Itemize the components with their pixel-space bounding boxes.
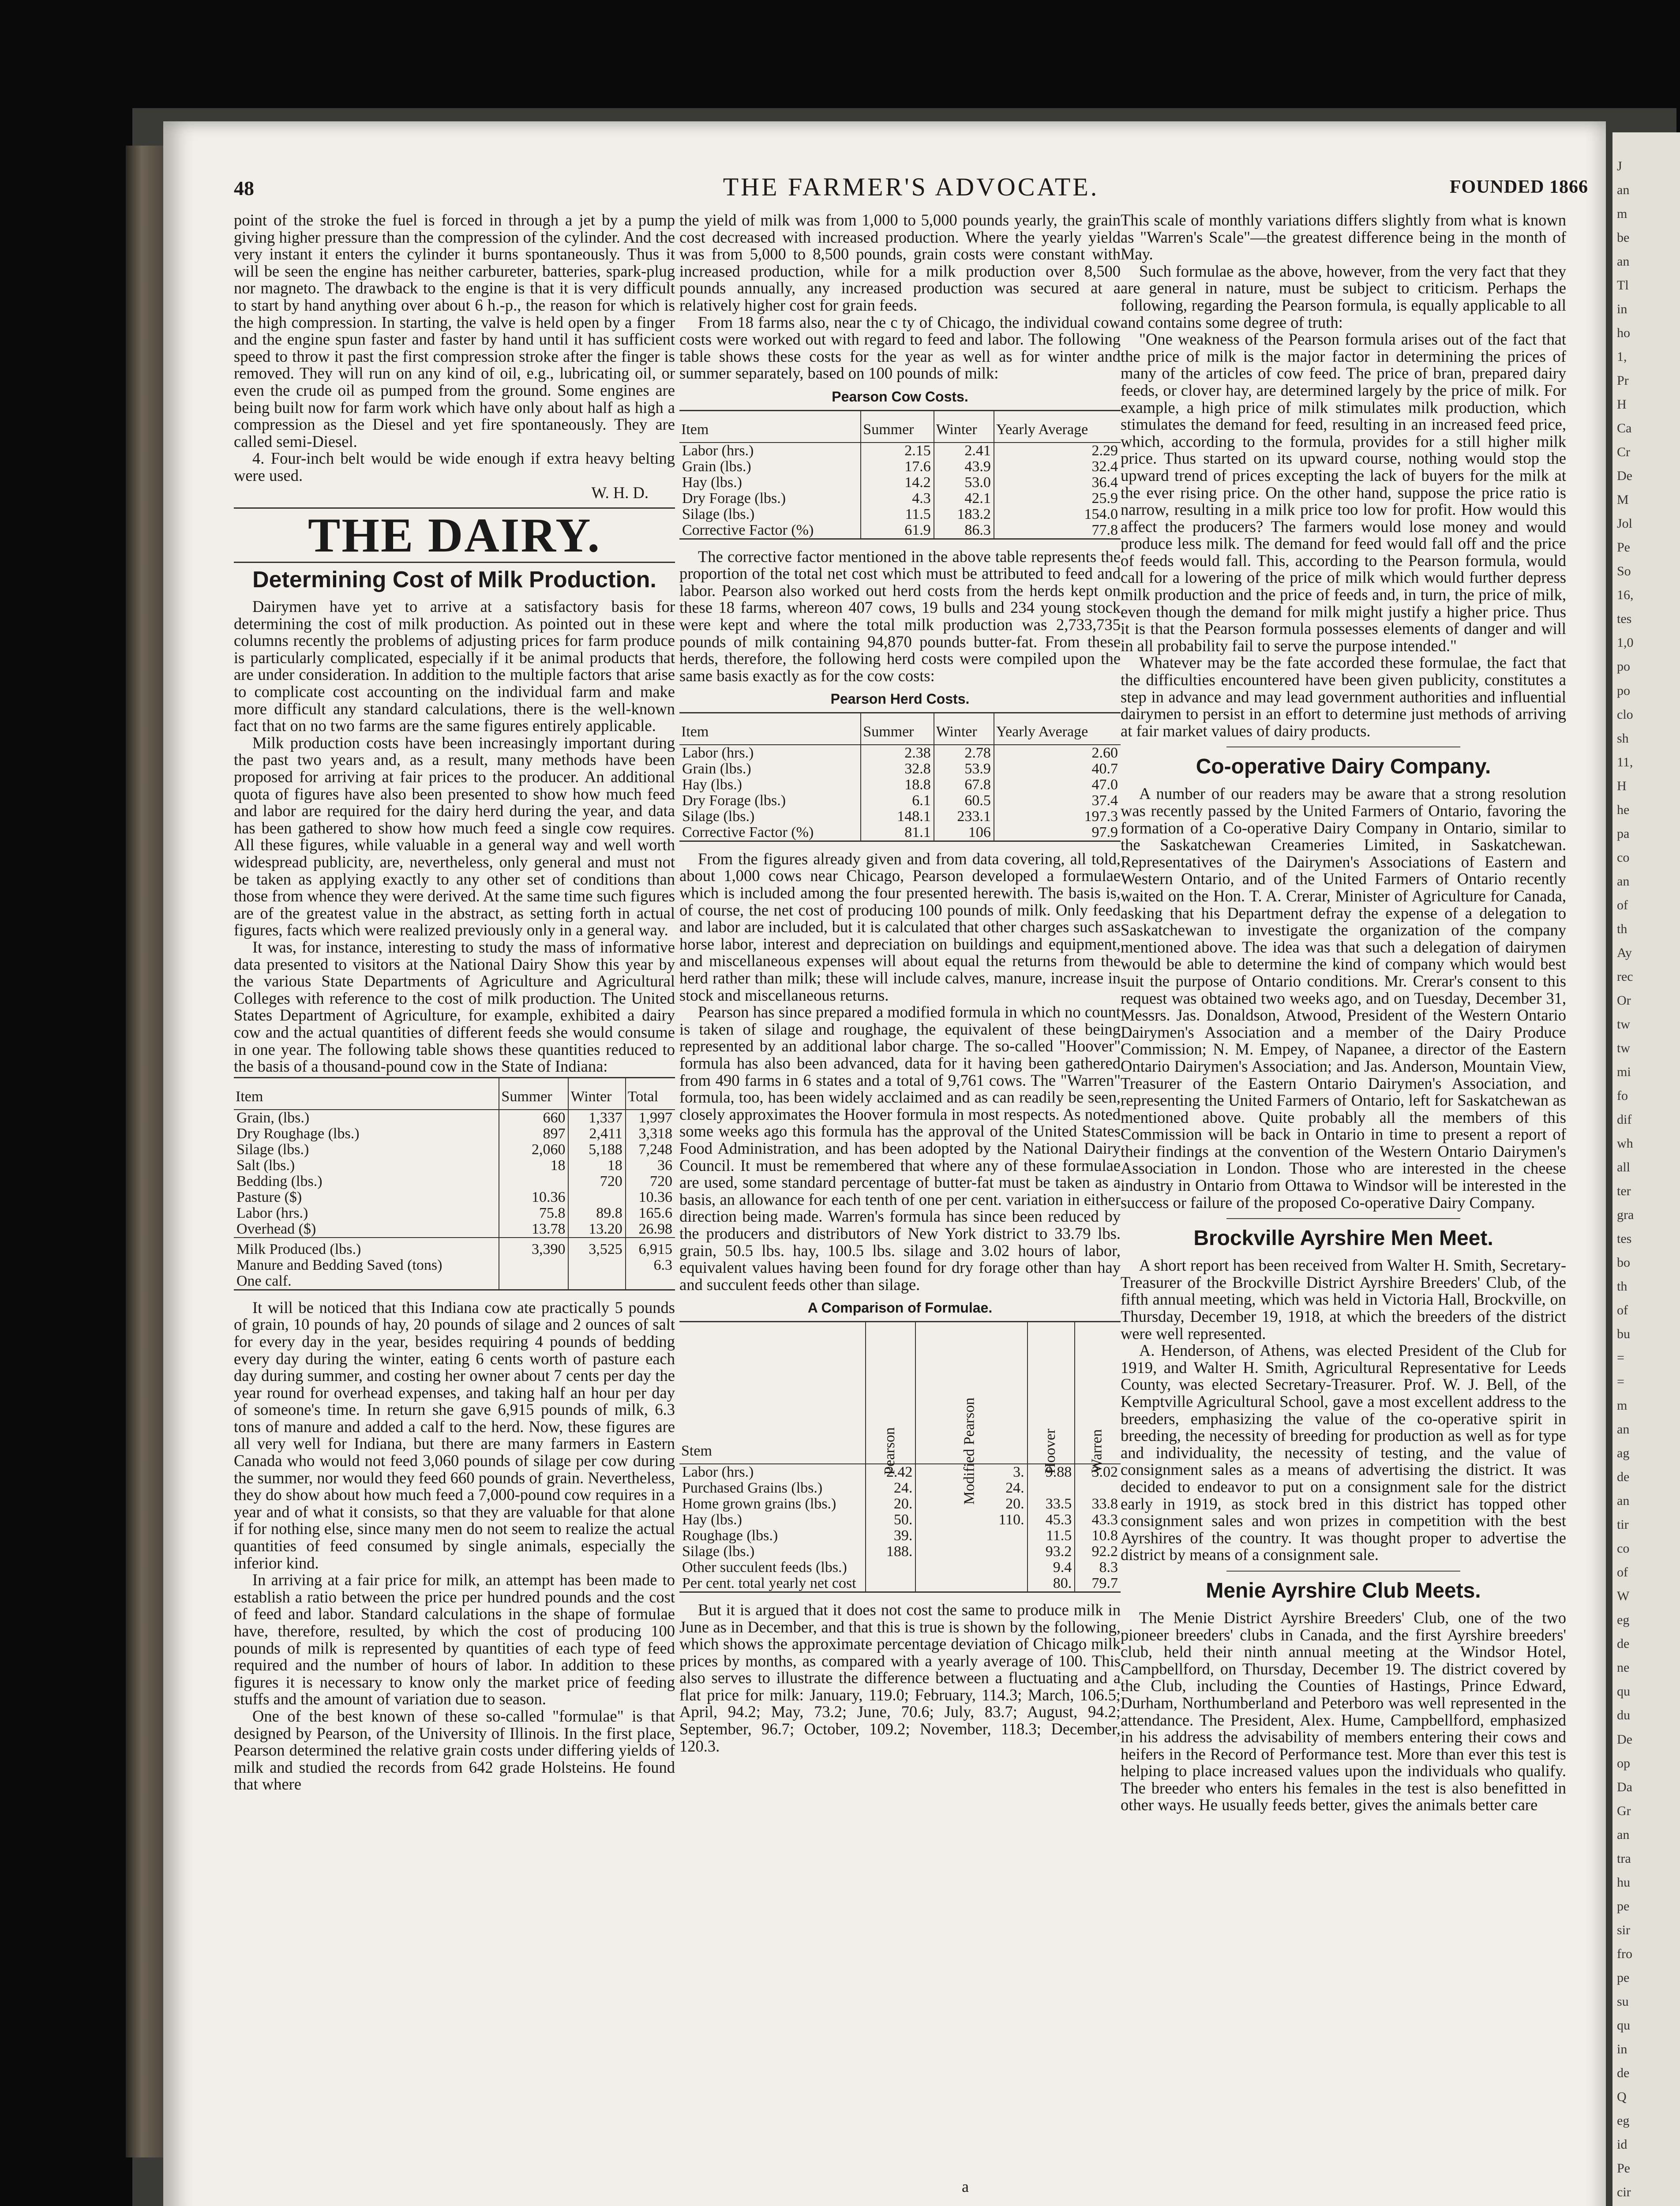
article-title: Determining Cost of Milk Production. [252,567,656,593]
adjacent-page-fragment: Ca [1617,421,1632,435]
table-header: Summer [861,410,934,443]
adjacent-page-fragment: pe [1617,1970,1630,1985]
table-row: Purchased Grains (lbs.) 24. 24. [679,1480,1121,1496]
table-header: Yearly Average [994,410,1121,443]
table-row: Labor (hrs.) 2.15 2.41 2.29 [679,443,1121,459]
table-header: Summer [499,1077,568,1110]
adjacent-page-fragment: tw [1617,1017,1630,1032]
table-row: Labor (hrs.) 2.38 2.78 2.60 [679,745,1121,761]
adjacent-page-fragment: De [1617,469,1632,483]
paragraph: 4. Four-inch belt would be wide enough if extra heavy belting were used. [234,449,675,484]
adjacent-page-fragment: So [1617,564,1631,578]
adjacent-page-fragment: th [1617,1279,1628,1294]
table-row: Roughage (lbs.) 39. 11.5 10.8 [679,1528,1121,1544]
adjacent-page-fragment: of [1617,898,1628,912]
adjacent-page-fragment: gra [1617,1208,1634,1222]
table-row: Silage (lbs.) 188. 93.2 92.2 [679,1544,1121,1560]
adjacent-page-fragment: bo [1617,1255,1630,1270]
adjacent-page-fragment: wh [1617,1136,1633,1151]
adjacent-page-fragment: Da [1617,1780,1632,1794]
page-header [234,172,1588,207]
article-title: Menie Ayrshire Club Meets. [1206,1579,1481,1602]
adjacent-page-fragment: 11, [1617,755,1633,769]
table-row: Corrective Factor (%) 81.1 106 97.9 [679,825,1121,841]
adjacent-page-fragment: mi [1617,1065,1631,1079]
adjacent-page-fragment: an [1617,183,1630,197]
adjacent-page-fragment: clo [1617,707,1633,722]
table-row: Other succulent feeds (lbs.) 9.4 8.3 [679,1560,1121,1576]
founded-note: FOUNDED 1866 [1449,177,1588,197]
adjacent-page-fragment: all [1617,1160,1630,1174]
adjacent-page-fragment: he [1617,803,1630,817]
adjacent-page-fragment: de [1617,1470,1630,1484]
table-row: Grain (lbs.) 17.6 43.9 32.4 [679,459,1121,475]
paragraph: The corrective factor mentioned in the above table represents the proportion of the total net cost which must be attributed to feed and labor. Pearson also worked out herd costs from the herds kept on these 18 farms, whereon 407 cows, 19 bulls and 234 young stock were kept and where the total milk production was 2,733,735 pounds of milk containing 94,870 pounds butter-fat. From these herds, therefore, the following herd costs were compiled upon the same basis exactly as for the cow costs: [679,547,1121,685]
paragraph: It was, for instance, interesting to study the mass of informative data presented to visitors at the National Dairy Show this year by the various State Departments of Agriculture and Agricultural Colleges with reference to the cost of milk production. The United States Department of Agriculture, for example, exhibited a dairy cow and the actual quantities of different feeds she would consume in one year. The following table shows these quantities reduced to the basis of a thousand-pound cow in the State of Indiana: [234,938,675,1076]
paragraph: Dairymen have yet to arrive at a satisfactory basis for determining the cost of milk production. As pointed out in these columns recently the problems of adjusting prices for farm produce is particularly complicated, especially if it be animal products that are under consideration. In addition to the multiple factors that arise to complicate cost accounting on the individual farm and make more difficult any standard calculations, there is the well-known fact that on no two farms are the same figures entirely applicable. [234,597,675,735]
adjacent-page-fragment: ter [1617,1184,1631,1198]
table-row: Per cent. total yearly net cost 80. 79.7 [679,1576,1121,1592]
adjacent-page-fragment: fo [1617,1088,1628,1103]
column-3 [1121,212,1566,1814]
table-row: Hay (lbs.) 18.8 67.8 47.0 [679,777,1121,793]
adjacent-page-fragment: an [1617,1493,1630,1508]
paragraph: It will be noticed that this Indiana cow ate practically 5 pounds of grain, 10 pounds of hay, 20 pounds of silage and 2 ounces of salt for every day in the year, besides requiring 4 pounds of bedding every day during the winter, eating 6 cents worth of pasture each day during summer, and costing her owner about 7 cents per day the year round for overhead expenses, and taking half an hour per day of someone's time. In return she gave 6,915 pounds of milk, 6.3 tons of manure and added a calf to the herd. Now, these figures are all very well for Indiana, but there are many farmers in Eastern Canada who would not feed 3,060 pounds of silage per cow during the summer, nor would they feed 660 pounds of grain. Nevertheless, they do show about how much feed a 7,000-pound cow requires in a year and of what it consists, so that they are valuable for that alone if for nothing else, since many men do not seem to realize the actual quantities of feed consumed by single animals, especially the inferior kind. [234,1298,675,1572]
adjacent-page-fragment: op [1617,1756,1630,1771]
paragraph: Such formulae as the above, however, from the very fact that they are general in nature, must be subject to criticism. Perhaps the following, regarding the Pearson formula, is equally applicable to all and contains some degree of truth: [1121,262,1566,331]
paragraph: the yield of milk was from 1,000 to 5,000 pounds yearly, the grain cost decreased with increased production. Where the yearly yield was from 5,000 to 8,500 pounds, grain costs were constant with increased production, while for a milk production over 8,500 pounds annually, any increased production was secured at a relatively higher cost for grain feeds. [679,211,1121,314]
table-row: Hay (lbs.) 14.2 53.0 36.4 [679,475,1121,491]
table-header: Pearson [866,1321,915,1464]
adjacent-page-fragment: Jol [1617,516,1633,531]
column-2 [679,212,1121,1755]
adjacent-page-fragment: cir [1617,2185,1631,2199]
table-header: Winter [568,1077,625,1110]
paragraph: From the figures already given and from data covering, all told, about 1,000 cows near Chicago, Pearson developed a formulae which is included among the four presented herewith. The basis is, of course, the net cost of producing 100 pounds of milk. Only feed and labor are included, but it is calculated that other charges such as horse labor, interest and depreciation on buildings and equipment, and miscellaneous expenses will about equal the returns from the herd rather than milk; these will include calves, manure, increase in stock and miscellaneous returns. [679,849,1121,1004]
adjacent-page-fragment: H [1617,779,1627,793]
formulae-comparison-table [679,1321,1121,1593]
article-title: Co-operative Dairy Company. [1196,755,1491,779]
adjacent-page-fragment: su [1617,1994,1629,2009]
signature: W. H. D. [591,483,649,502]
adjacent-page-fragment: W [1617,1589,1630,1603]
signature-mark: a [962,2178,969,2195]
paragraph: The Menie District Ayrshire Breeders' Club, one of the two pioneer breeders' clubs in Canada, and the first Ayrshire breeders' club, held their ninth annual meeting at the Windsor Hotel, Campbellford, on Thursday, December 19. The district covered by the Club, including the Counties of Hastings, Prince Edward, Durham, Northumberland and Peterboro was well represented in the attendance. The President, Alex. Hume, Campbellford, emphasized in his address the advisability of members entering their cows and heifers in the Record of Performance test. More than ever this test is helping to place increased values upon the individuals who qualify. The breeder who enters his females in the test is also benefitted in other ways. He usually feeds better, gives the animals better care [1121,1608,1566,1814]
table-row: Grain (lbs.) 32.8 53.9 40.7 [679,761,1121,777]
paragraph: Whatever may be the fate accorded these formulae, the fact that the difficulties encountered have been given publicity, constitutes a step in advance and may lead government authorities and influential dairymen to persist in an effort to determine just methods of arriving at fair market values of dairy products. [1121,653,1566,740]
paragraph: One of the best known of these so-called "formulae" is that designed by Pearson, of the University of Illinois. In the first place, Pearson determined the relative grain costs under differing yields of milk and studied the records from 642 grade Holsteins. He found that where [234,1707,675,1793]
table-row: Corrective Factor (%) 61.9 86.3 77.8 [679,522,1121,539]
adjacent-page-fragment: tes [1617,1231,1632,1246]
adjacent-page-fragment: qu [1617,1684,1630,1699]
table-row: One calf. [234,1273,675,1290]
table-caption: A Comparison of Formulae. [807,1300,993,1316]
adjacent-page-fragment: rec [1617,969,1633,984]
adjacent-page-fragment: po [1617,659,1630,674]
adjacent-page-fragment: Cr [1617,445,1630,459]
table-row: Labor (hrs.) 75.8 89.8 165.6 [234,1205,675,1221]
page-number: 48 [234,177,254,199]
adjacent-page-fragment: Pr [1617,373,1629,388]
adjacent-page-fragment: tra [1617,1851,1631,1866]
adjacent-page-fragment: M [1617,492,1629,507]
table-header: Total [626,1077,675,1110]
table-header: Summer [861,713,934,745]
adjacent-page-fragment: H [1617,397,1627,412]
adjacent-page-fragment: in [1617,2042,1628,2056]
paragraph: A. Henderson, of Athens, was elected President of the Club for 1919, and Walter H. Smith, Agricultural Representative for Leeds County, was elected Secretary-Treasurer. Prof. W. J. Bell, of the Kemptville Agricultural School, gave a most excellent address to the breeders, emphasizing the value of the co-operative spirit in breeding, the necessity of breeding for production as well as for type and individuality, the necessity of testing, and the value of consignment sales as a means of advertising the district. It was decided to endeavor to put on a consignment sale for the district early in 1919, as stock bred in this district has topped other consignment sales and won prizes in competition with the best Ayrshires of the country. It was thought proper to advertise the district by means of a consignment sale. [1121,1341,1566,1564]
table-row: Grain, (lbs.) 660 1,337 1,997 [234,1110,675,1126]
paragraph: In arriving at a fair price for milk, an attempt has been made to establish a ratio between the price per hundred pounds and the cost of feed and labor. Standard calculations in the shape of formulae have, therefore, resulted, by which the cost of producing 100 pounds of milk is represented by quantities of each type of feed required and the number of hours of labor. In addition to these figures it is necessary to know only the market price of feeding stuffs and the amount of variation due to season. [234,1571,675,1708]
table-header: Winter [934,713,994,745]
pearson-cow-costs-table [679,410,1121,540]
adjacent-page-fragment: pe [1617,1899,1630,1913]
adjacent-page-fragment: de [1617,1636,1630,1651]
adjacent-page-fragment: Pe [1617,540,1630,555]
table-header: Modified Pearson [915,1321,1027,1464]
adjacent-page-fragment: = [1617,1374,1624,1389]
department-heading: THE DAIRY. [234,507,675,563]
table-row: Dry Roughage (lbs.) 897 2,411 3,318 [234,1126,675,1142]
adjacent-page-fragment: an [1617,254,1630,269]
book-spine [126,146,165,2157]
adjacent-page-fragment: pa [1617,826,1630,841]
adjacent-page-fragment: be [1617,230,1630,245]
table-row: Hay (lbs.) 50. 110. 45.3 43.3 [679,1512,1121,1528]
adjacent-page-fragment: co [1617,850,1630,865]
adjacent-page-fragment: an [1617,1422,1630,1437]
adjacent-page-fragment: an [1617,1827,1630,1842]
adjacent-page-fragment: tes [1617,612,1632,626]
table-header: Item [234,1077,499,1110]
table-row: Milk Produced (lbs.) 3,390 3,525 6,915 [234,1238,675,1257]
table-header: Yearly Average [994,713,1121,745]
adjacent-page-fragment: an [1617,874,1630,889]
adjacent-page-fragment: hu [1617,1875,1630,1890]
table-header: Warren [1075,1321,1121,1464]
adjacent-page-fragment: id [1617,2137,1628,2152]
adjacent-page-fragment: Ay [1617,945,1632,960]
masthead: THE FARMER'S ADVOCATE. [723,173,1099,201]
table-caption: Pearson Cow Costs. [832,388,968,405]
table-row: Pasture ($) 10.36 10.36 [234,1189,675,1205]
adjacent-page-fragment: Gr [1617,1804,1631,1818]
table-row: Silage (lbs.) 2,060 5,188 7,248 [234,1142,675,1158]
adjacent-page-fragment: 16, [1617,588,1634,602]
article-title: Brockville Ayrshire Men Meet. [1193,1227,1493,1250]
table-row: Manure and Bedding Saved (tons) 6.3 [234,1257,675,1273]
adjacent-page-fragment: ne [1617,1660,1630,1675]
paragraph: Milk production costs have been increasingly important during the past two years and, as a result, many methods have been proposed for arriving at fair prices to the producer. An additional quota of figures have also been presented to show how much feed and labor are required for the dairy herd during the year, and data has been gathered to show how much feed a single cow requires. All these figures, while valuable in a general way and well worth widespread publicity, are, nevertheless, only general and must not be taken as applying exactly to any other set of conditions than those from whence they were derived. At the same time such figures are of the greatest value in the abstract, as setting forth in actual figures, facts which were realized previously only in a general way. [234,733,675,939]
adjacent-page-fragment: Or [1617,993,1631,1008]
adjacent-page-fragment: eg [1617,2113,1630,2128]
paragraph: Pearson has since prepared a modified formula in which no count is taken of silage and roughage, the equivalent of these being represented by an additional labor charge. The so-called "Hoover" formula has also been advanced, data for it having been gathered from 490 farms in 6 states and a total of 9,761 cows. The "Warren" formula, too, has been widely acclaimed and as can readily be seen, closely approximates the Hoover formula in most respects. As noted some weeks ago this formula has the approval of the United States Food Administration, and has been adopted by the National Dairy Council. It must be remembered that where any of these formulae are used, some standard percentage of butter-fat must be taken as a basis, an allowance for each tenth of one per cent. variation in either direction being made. Warren's formula has since been reduced by the producers and distributors of New York district to 33.79 lbs. grain, 50.5 lbs. hay, 100.5 lbs. silage and 3.02 hours of labor, equivalent values having been found for dry forage other than hay and succulent feeds other than silage. [679,1003,1121,1294]
adjacent-page-fragment: m [1617,1398,1628,1413]
adjacent-page-fragment: po [1617,683,1630,698]
paragraph: point of the stroke the fuel is forced in through a jet by a pump giving higher pressure than the compression of the cylinder. And the very instant it enters the cylinder it burns spontaneously. Thus it will be seen the engine has neither carbureter, batteries, spark-plug nor magneto. The drawback to the engine is that it is very difficult to start by hand anything over about 6 h.-p., the reason for which is the high compression. In starting, the valve is held open by a finger and the engine spun faster and faster by hand until it has sufficient speed to throw it past the first compression stroke after the finger is removed. They will run on any kind of oil, e.g., lubricating oil, or even the crude oil as pumped from the ground. Some engines are being built now for farm work which have only about half as high a compression as the Diesel and yet fire spontaneously. They are called semi-Diesel. [234,211,675,450]
adjacent-page-fragment: 1,0 [1617,635,1634,650]
adjacent-page-fragment: co [1617,1541,1630,1556]
newspaper-page [163,121,1606,2206]
table-row: Silage (lbs.) 11.5 183.2 154.0 [679,506,1121,522]
adjacent-page-fragment: sir [1617,1923,1630,1937]
adjacent-page-fragment: th [1617,922,1628,936]
adjacent-page-fragment: tir [1617,1517,1629,1532]
adjacent-page-fragment: in [1617,302,1628,316]
adjacent-page-fragment: du [1617,1708,1630,1722]
table-header: Hoover [1028,1321,1075,1464]
adjacent-page-fragment: J [1617,159,1622,173]
paragraph: A short report has been received from Walter H. Smith, Secretary-Treasurer of the Brockville District Ayrshire Breeders' Club, of the fifth annual meeting, which was held in Victoria Hall, Brockville, on Thursday, December 19, 1918, at which the breeders of the district were well represented. [1121,1256,1566,1343]
indiana-cow-table [234,1077,675,1291]
adjacent-page-fragment: De [1617,1732,1632,1747]
column-1 [234,212,675,1793]
paragraph: From 18 farms also, near the c ty of Chicago, the individual cow costs were worked out with regard to feed and labor. The following table shows these costs for the year as well as for winter and summer separately, based on 100 pounds of milk: [679,313,1121,383]
table-row: Overhead ($) 13.78 13.20 26.98 [234,1221,675,1238]
paragraph: "One weakness of the Pearson formula arises out of the fact that the price of milk is the major factor in determining the prices of many of the articles of cow feed. The price of bran, prepared dairy feeds, or clover hay, are determined largely by the price of milk. For example, a high price of milk stimulates milk production, which stimulates the demand for feed, resulting in an increased feed price, which, according to the formula, provides for a still higher milk price. Thus started on its upward course, nothing would stop the upward trend of prices excepting the lack of buyers for the milk at the ever rising price. On the other hand, suppose the price ratio is narrow, resulting in a milk price too low for profit. How would this affect the producers? The farmers would lose money and would produce less milk. The demand for feed would fall off and the price of feeds would fall. This, according to the Pearson formula, would call for a lowering of the price of milk which would further depress milk production and the price of feeds and, in turn, the price of milk, even though the demand for milk might justify a higher price. Thus it is that the Pearson formula possesses elements of danger and will in all probability fail to serve the purpose intended." [1121,330,1566,655]
adjacent-page-fragment: ag [1617,1446,1630,1460]
adjacent-page-fragment: Pe [1617,2161,1630,2176]
adjacent-page-fragment: tw [1617,1041,1630,1055]
adjacent-page-fragment: bu [1617,1327,1630,1341]
adjacent-page-fragment: sh [1617,731,1629,746]
table-row: Dry Forage (lbs.) 4.3 42.1 25.9 [679,491,1121,506]
adjacent-page-fragment: of [1617,1565,1628,1579]
adjacent-page-fragment: dif [1617,1112,1632,1127]
paragraph: This scale of monthly variations differs slightly from what is known as "Warren's Scale"—the greatest difference being in the month of May. [1121,211,1566,263]
adjacent-page-edge [1612,132,1680,2206]
paragraph: A number of our readers may be aware that a strong resolution was recently passed by the United Farmers of Ontario, favoring the formation of a Co-operative Dairy Company in Ontario, similar to the Saskatchewan Creameries Limited, in Saskatchewan. Representatives of the Dairymen's Associations of Eastern and Western Ontario, and of the United Farmers of Ontario recently waited on the Hon. T. A. Crerar, Minister of Agriculture for Canada, asking that his Department defray the expense of a delegation to Saskatchewan to investigate the organization of the company mentioned above. The idea was that such a delegation of dairymen would be able to determine the kind of company which would best suit the purpose of Ontario conditions. Mr. Crerar's consent to this request was obtained two weeks ago, and on Tuesday, December 31, Messrs. Jas. Donaldson, Atwood, President of the Western Ontario Dairymen's Association and a member of the Dairy Produce Commission; N. M. Empey, of Napanee, a director of the Eastern Ontario Dairymen's Association; and Jas. Anderson, Mountain View, Treasurer of the Eastern Ontario Dairymen's Association, and representing the United Farmers of Ontario, left for Saskatchewan as mentioned above. Quite probably all the members of this Commission will be back in Ontario in time to present a report of their findings at the convention of the Western Ontario Dairymen's Association in London. Those who are interested in the cheese industry in Ontario from Ottawa to Windsor will be interested in the success or failure of the proposed Co-operative Dairy Company. [1121,784,1566,1212]
adjacent-page-fragment: = [1617,1351,1624,1365]
adjacent-page-fragment: de [1617,2066,1630,2080]
paragraph: But it is argued that it does not cost the same to produce milk in June as in December, and that this is true is shown by the following, which shows the approximate percentage deviation of Chicago milk prices by months, as compared with a yearly average of 100. This also serves to illustrate the difference between a fluctuating and a flat price for milk: January, 119.0; February, 114.3; March, 106.5; April, 94.2; May, 73.2; June, 70.6; July, 83.7; August, 94.2; September, 96.7; October, 109.2; November, 118.3; December, 120.3. [679,1600,1121,1755]
divider [1226,1571,1460,1572]
adjacent-page-fragment: 1, [1617,349,1627,364]
table-row: Salt (lbs.) 18 18 36 [234,1158,675,1174]
table-row: Silage (lbs.) 148.1 233.1 197.3 [679,809,1121,825]
adjacent-page-fragment: m [1617,206,1628,221]
adjacent-page-fragment: Q [1617,2090,1627,2104]
table-row: Dry Forage (lbs.) 6.1 60.5 37.4 [679,793,1121,809]
table-caption: Pearson Herd Costs. [830,691,970,707]
table-row: Bedding (lbs.) 720 720 [234,1174,675,1189]
adjacent-page-fragment: Tl [1617,278,1629,293]
pearson-herd-costs-table [679,712,1121,842]
table-header: Stem [679,1321,866,1464]
table-header: Item [679,713,861,745]
table-row: Labor (hrs.) 2.42 3. 9.88 3.02 [679,1464,1121,1480]
adjacent-page-fragment: eg [1617,1613,1630,1627]
table-header: Winter [934,410,994,443]
adjacent-page-fragment: ho [1617,326,1630,340]
adjacent-page-fragment: of [1617,1303,1628,1317]
divider [1226,1218,1460,1219]
adjacent-page-fragment: fro [1617,1947,1632,1961]
table-row: Home grown grains (lbs.) 20. 20. 33.5 33.8 [679,1496,1121,1512]
table-header: Item [679,410,861,443]
adjacent-page-fragment: qu [1617,2018,1630,2033]
